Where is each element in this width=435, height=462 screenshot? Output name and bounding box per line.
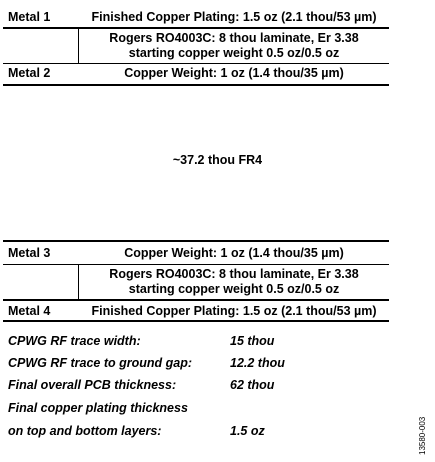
metal4-top-rule: [3, 299, 389, 301]
metal2-label: Metal 2: [8, 66, 51, 80]
laminate-bottom-line2: starting copper weight 0.5 oz/0.5 oz: [128, 282, 340, 296]
laminate-bottom-line1: Rogers RO4003C: 8 thou laminate, Er 3.38: [109, 267, 359, 281]
metal1-rule: [3, 27, 389, 29]
metal4-description: Finished Copper Plating: 1.5 oz (2.1 thou/53 µm): [91, 304, 377, 318]
metal2-description: Copper Weight: 1 oz (1.4 thou/35 µm): [124, 66, 344, 80]
metal3-divider: [78, 265, 79, 299]
laminate-top-line2: starting copper weight 0.5 oz/0.5 oz: [128, 46, 340, 60]
core-fr4-label: ~37.2 thou FR4: [172, 153, 263, 167]
spec-value-pcb-thickness: 62 thou: [230, 378, 275, 392]
spec-value-ground-gap: 12.2 thou: [230, 356, 285, 370]
metal4-bottom-rule: [3, 320, 389, 322]
spec-value-trace-width: 15 thou: [230, 334, 275, 348]
laminate-top-line1: Rogers RO4003C: 8 thou laminate, Er 3.38: [109, 31, 359, 45]
metal2-top-rule: [3, 63, 389, 64]
metal3-label: Metal 3: [8, 246, 51, 260]
spec-label-plating-thickness: Final copper plating thickness: [8, 401, 188, 415]
spec-label-trace-width: CPWG RF trace width:: [8, 334, 141, 348]
metal3-bottom-rule: [3, 264, 389, 265]
figure-id: 13580-003: [418, 416, 427, 455]
metal1-description: Finished Copper Plating: 1.5 oz (2.1 thou/53 µm): [91, 10, 377, 24]
metal2-bottom-rule: [3, 84, 389, 86]
spec-label-ground-gap: CPWG RF trace to ground gap:: [8, 356, 193, 370]
spec-label-plating-layers: on top and bottom layers:: [8, 424, 162, 438]
metal3-description: Copper Weight: 1 oz (1.4 thou/35 µm): [124, 246, 344, 260]
metal3-top-rule: [3, 240, 389, 242]
spec-value-plating-layers: 1.5 oz: [230, 424, 265, 438]
metal1-divider: [78, 29, 79, 63]
spec-label-pcb-thickness: Final overall PCB thickness:: [8, 378, 177, 392]
metal4-label: Metal 4: [8, 304, 51, 318]
metal1-label: Metal 1: [8, 10, 51, 24]
